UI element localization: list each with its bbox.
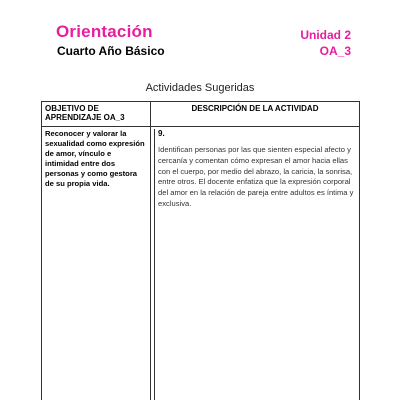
header-description: DESCRIPCIÓN DE LA ACTIVIDAD — [151, 102, 360, 127]
unit-label: Unidad 2 — [300, 28, 351, 42]
description-inner-box — [154, 129, 355, 400]
table-row — [42, 127, 360, 400]
description-cell — [151, 127, 360, 400]
objective-cell: Reconocer y valorar la sexualidad como expresión de amor, vínculo e intimidad entre dos personas y como gestora de su propia vida. — [42, 127, 151, 400]
activities-table — [41, 101, 360, 400]
activity-text: Identifican personas por las que sienten especial afecto y cercanía y comentan cómo expresan el amor hacia ellas con el cuerpo, por medio del abrazo, la caricia, la sonrisa, entre otros. El docente enfatiza que la expresión corporal del amor en la relación de pareja entre adultos es íntima y exclusiva. — [158, 145, 354, 208]
header-objective: OBJETIVO DE APRENDIZAJE OA_3 — [42, 102, 151, 127]
oa-code-label: OA_3 — [319, 44, 351, 58]
section-title: Actividades Sugeridas — [145, 82, 255, 94]
table-header-row — [42, 102, 360, 127]
activity-number: 9. — [158, 129, 165, 138]
grade-label: Cuarto Año Básico — [57, 44, 165, 58]
subject-title: Orientación — [56, 22, 153, 41]
